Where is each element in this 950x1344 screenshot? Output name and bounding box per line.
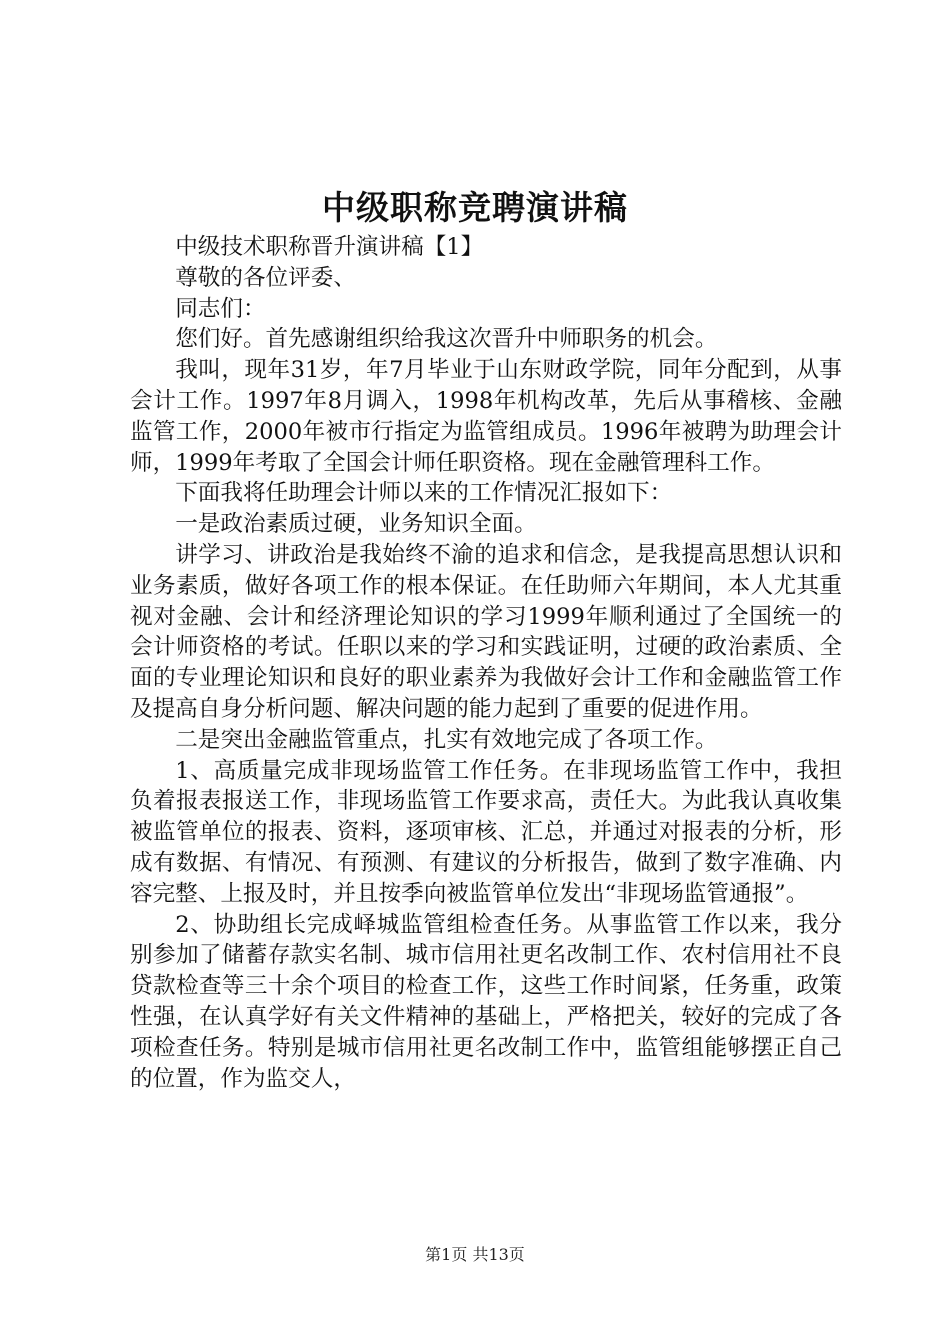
document-title: 中级职称竞聘演讲稿 bbox=[322, 188, 628, 227]
page-number-footer: 第1页 共13页 bbox=[425, 1245, 525, 1264]
paragraph: 尊敬的各位评委、 bbox=[175, 264, 356, 291]
paragraph: 下面我将任助理会计师以来的工作情况汇报如下： bbox=[175, 480, 673, 507]
paragraph: 一是政治素质过硬，业务知识全面。 bbox=[175, 511, 537, 538]
paragraph: 您们好。首先感谢组织给我这次晋升中师职务的机会。 bbox=[175, 326, 718, 353]
paragraph: 1、高质量完成非现场监管工作任务。在非现场监管工作中，我担负着报表报送工作，非现场监管工作要求高，责任大。为此我认真收集被监管单位的报表、资料，逐项审核、汇总，并通过对报表的分析，形成有数据、有情况、有预测、有建议的分析报告，做到了数字准确、内容完整、上报及时，并且按季向被监管单位发出“非现场监管通报”。 bbox=[130, 757, 842, 907]
paragraph: 同志们： bbox=[175, 295, 266, 322]
paragraph: 我叫，现年31岁，年7月毕业于山东财政学院，同年分配到，从事会计工作。1997年8月调入，1998年机构改革，先后从事稽核、金融监管工作，2000年被市行指定为监管组成员。1996年被聘为助理会计师，1999年考取了全国会计师任职资格。现在金融管理科工作。 bbox=[130, 357, 842, 476]
paragraph: 讲学习、讲政治是我始终不渝的追求和信念，是我提高思想认识和业务素质，做好各项工作的根本保证。在任助师六年期间，本人尤其重视对金融、会计和经济理论知识的学习1999年顺利通过了全国统一的会计师资格的考试。任职以来的学习和实践证明，过硬的政治素质、全面的专业理论知识和良好的职业素养为我做好会计工作和金融监管工作及提高自身分析问题、解决问题的能力起到了重要的促进作用。 bbox=[130, 541, 842, 722]
document-body bbox=[130, 232, 842, 1094]
paragraph: 二是突出金融监管重点，扎实有效地完成了各项工作。 bbox=[175, 726, 718, 753]
paragraph: 中级技术职称晋升演讲稿【1】 bbox=[175, 234, 484, 260]
paragraph: 2、协助组长完成峄城监管组检查任务。从事监管工作以来，我分别参加了储蓄存款实名制、城市信用社更名改制工作、农村信用社不良贷款检查等三十余个项目的检查工作，这些工作时间紧，任务重，政策性强，在认真学好有关文件精神的基础上，严格把关，较好的完成了各项检查任务。特别是城市信用社更名改制工作中，监管组能够摆正自己的位置，作为监交人， bbox=[130, 911, 842, 1092]
